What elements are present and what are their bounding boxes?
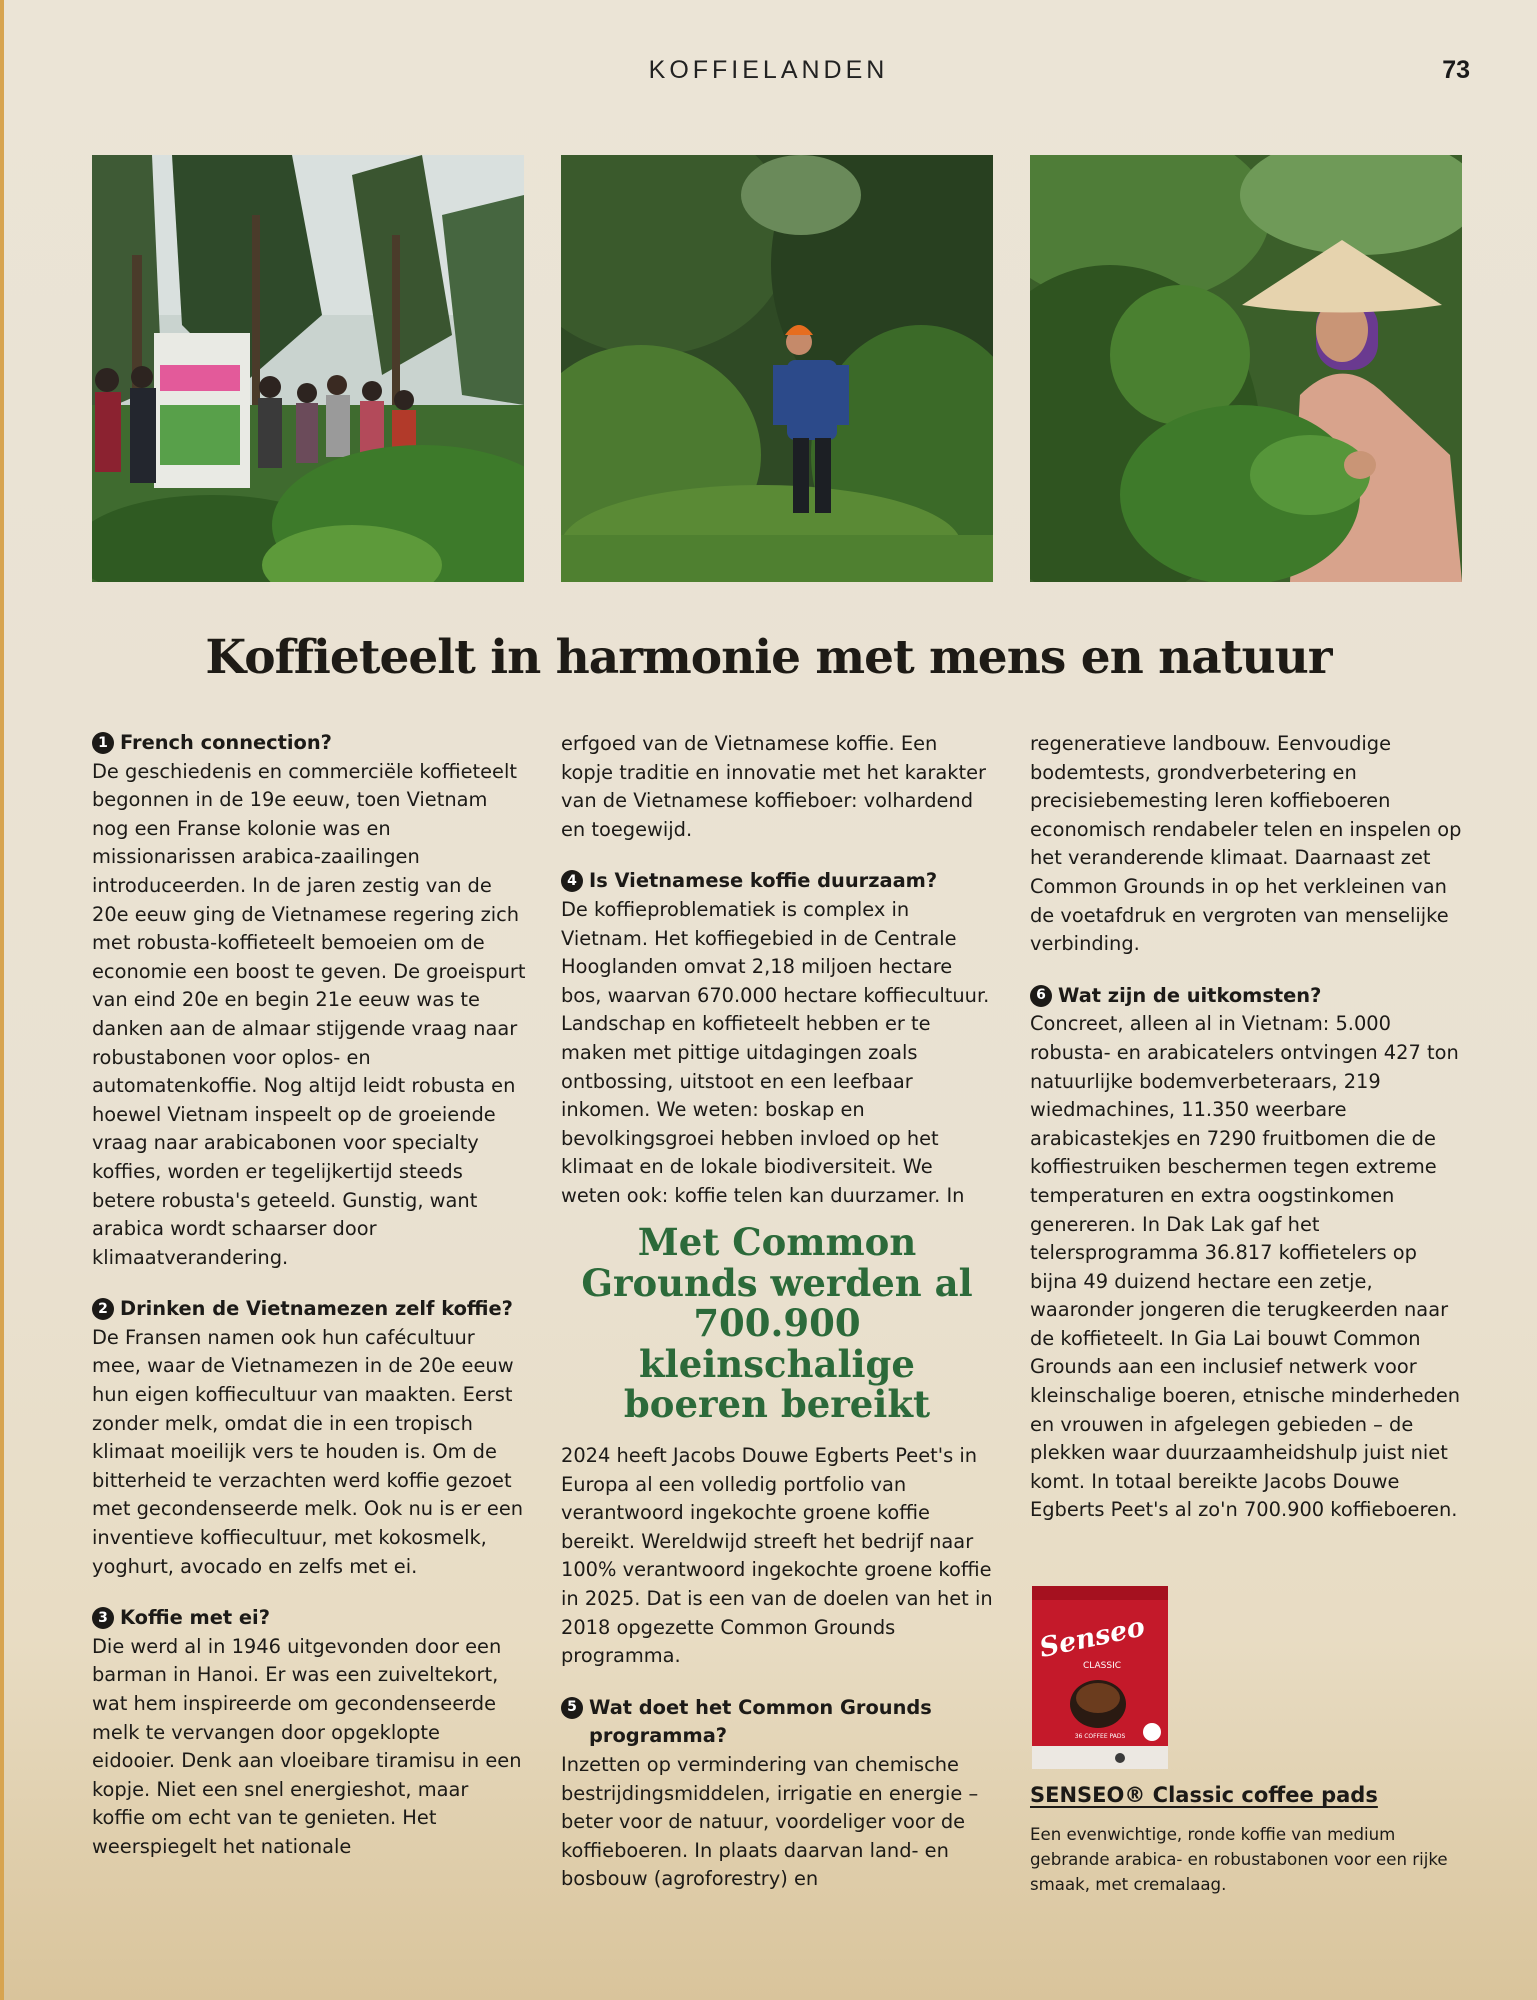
senseo-pack-image: [1032, 1586, 1168, 1769]
question-title: Koffie met ei?: [120, 1606, 270, 1630]
pull-quote: Met Common Grounds werden al 700.900 kleinschalige boeren bereikt: [581, 1220, 973, 1426]
question-title: Drinken de Vietnamezen zelf koffie?: [120, 1297, 513, 1321]
farmer-in-orange-helmet-photo: [561, 155, 993, 582]
column-2-bottom: [561, 1442, 995, 1894]
page-number: 73: [1442, 56, 1470, 84]
product-title: SENSEO® Classic coffee pads: [1030, 1783, 1378, 1807]
pack-brand: Senseo: [1036, 1611, 1148, 1664]
product-description: Een evenwichtige, ronde koffie van medium gebrande arabica- en robustabonen voor een rijke smaak, met cremalaag.: [1030, 1825, 1448, 1894]
question-title: Is Vietnamese koffie duurzaam?: [589, 869, 938, 893]
column-3: [1030, 730, 1464, 1525]
woman-in-conical-hat-photo: [1030, 155, 1462, 582]
column-2-top: [561, 730, 995, 1211]
question-heading: [1030, 982, 1464, 1011]
body-paragraph: regeneratieve landbouw. Eenvoudige bodemtests, grondverbetering en precisiebemesting leren koffieboeren economisch rendabeler telen en inspelen op het veranderende klimaat. Daarnaast zet Common Grounds in op het verkleinen van de voetafdruk en vergroten van menselijke verbinding.: [1030, 732, 1462, 956]
question-title: Wat zijn de uitkomsten?: [1058, 983, 1322, 1007]
pack-count: 36 COFFEE PADS: [1074, 1733, 1126, 1740]
section-label: KOFFIELANDEN: [648, 56, 889, 84]
number-badge: 6: [1030, 985, 1052, 1007]
body-paragraph: Die werd al in 1946 uitgevonden door een barman in Hanoi. Er was een zuiveltekort, wat hem inspireerde om gecondenseerde melk te vervangen door opgeklopte eidooier. Denk aan vloeibare tiramisu in een kopje. Niet een snel energieshot, maar koffie om echt van te genieten. Het weerspiegelt het nationale: [92, 1634, 522, 1858]
question-heading: [92, 729, 526, 758]
number-badge: 3: [92, 1607, 114, 1629]
article-headline: Koffieteelt in harmonie met mens en natuur: [205, 630, 1332, 685]
question-heading: [561, 1694, 995, 1751]
number-badge: 5: [561, 1697, 583, 1719]
body-paragraph: 2024 heeft Jacobs Douwe Egberts Peet's in Europa al een volledig portfolio van verantwoord ingekochte groene koffie bereikt. Wereldwijd streeft het bedrijf naar 100% verantwoord ingekochte groene koffie in 2025. Dat is een van de doelen van het in 2018 opgezette Common Grounds programma.: [561, 1444, 993, 1668]
body-paragraph: Concreet, alleen al in Vietnam: 5.000 robusta- en arabicatelers ontvingen 427 ton natuurlijke bodemverbeteraars, 219 wiedmachines, 11.350 weerbare arabicastekjes en 7290 fruitbomen die de koffiestruiken beschermen tegen extreme temperaturen en extra oogstinkomen genereren. In Dak Lak gaf het telersprogramma 36.817 koffietelers op bijna 49 duizend hectare een zetje, waaronder jongeren die terugkeerden naar de koffieteelt. In Gia Lai bouwt Common Grounds aan een inclusief netwerk voor kleinschalige boeren, etnische minderheden en vrouwen in afgelegen gebieden – de plekken waar duurzaamheidshulp juist niet komt. In totaal bereikte Jacobs Douwe Egberts Peet's al zo'n 700.900 koffieboeren.: [1030, 1012, 1461, 1522]
body-paragraph: De Fransen namen ook hun cafécultuur mee, waar de Vietnamezen in de 20e eeuw hun eigen koffiecultuur van maakten. Eerst zonder melk, omdat die in een tropisch klimaat moeilijk vers te houden is. Om de bitterheid te verzachten werd koffie gezoet met gecondenseerde melk. Ook nu is er een inventieve koffiecultuur, met kokosmelk, yoghurt, avocado en zelfs met ei.: [92, 1325, 524, 1578]
question-title: Wat doet het Common Grounds programma?: [589, 1695, 932, 1748]
question-title: French connection?: [120, 731, 332, 754]
column-1: [92, 729, 526, 1862]
number-badge: 2: [92, 1298, 114, 1320]
farmers-group-photo: [92, 155, 524, 582]
question-heading: [92, 1295, 526, 1324]
number-badge: 1: [92, 732, 114, 754]
question-heading: [92, 1604, 526, 1633]
body-paragraph: erfgoed van de Vietnamese koffie. Een kopje traditie en innovatie met het karakter van de Vietnamese koffieboer: volhardend en toegewijd.: [561, 732, 987, 841]
body-paragraph: Inzetten op vermindering van chemische bestrijdingsmiddelen, irrigatie en energie – beter voor de natuur, voordeliger voor de koffieboeren. In plaats daarvan land- en bosbouw (agroforestry) en: [561, 1752, 979, 1891]
page-edge: [0, 0, 4, 2000]
body-paragraph: De geschiedenis en commerciële koffieteelt begonnen in de 19e eeuw, toen Vietnam nog een Franse kolonie was en missionarissen arabica-zaailingen introduceerden. In de jaren zestig van de 20e eeuw ging de Vietnamese regering zich met robusta-koffieteelt bemoeien om de economie een boost te geven. De groeispurt van eind 20e en begin 21e eeuw was te danken aan de almaar stijgende vraag naar robustabonen voor oplos- en automatenkoffie. Nog altijd leidt robusta en hoewel Vietnam inspeelt op de groeiende vraag naar arabicabonen voor specialty koffies, worden er tegelijkertijd steeds betere robusta's geteeld. Gunstig, want arabica wordt schaarser door klimaatverandering.: [92, 759, 526, 1269]
pack-variant: CLASSIC: [1082, 1661, 1122, 1671]
body-paragraph: De koffieproblematiek is complex in Vietnam. Het koffiegebied in de Centrale Hooglanden omvat 2,18 miljoen hectare bos, waarvan 670.000 hectare koffiecultuur. Landschap en koffieteelt hebben er te maken met pittige uitdagingen zoals ontbossing, uitstoot en een leefbaar inkomen. We weten: boskap en bevolkingsgroei hebben invloed op het klimaat en de lokale biodiversiteit. We weten ook: koffie telen kan duurzamer. In: [561, 897, 990, 1207]
question-heading: [561, 867, 995, 896]
number-badge: 4: [561, 870, 583, 892]
